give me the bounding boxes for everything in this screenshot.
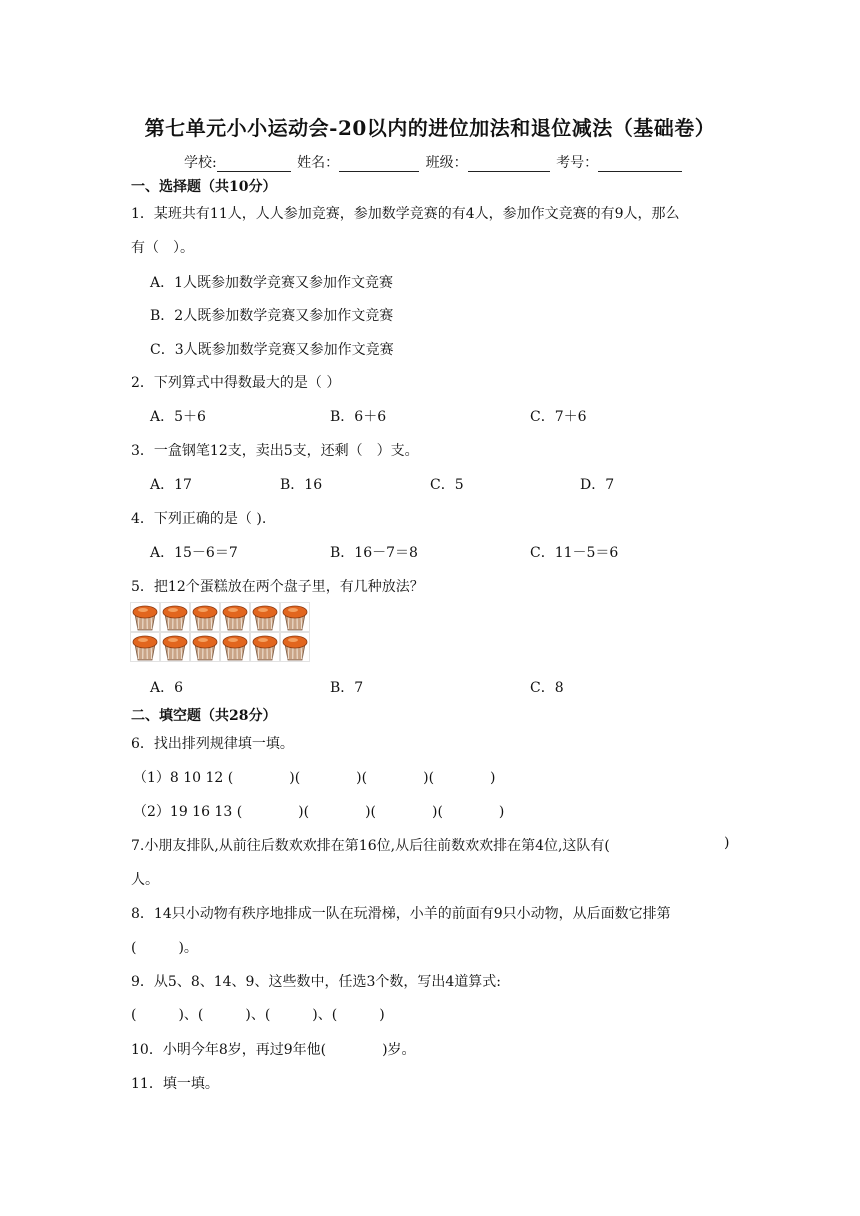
cakes-illustration <box>130 602 310 662</box>
school-field[interactable] <box>217 156 291 172</box>
q4-option-b[interactable]: B．16－7＝8 <box>330 545 418 561</box>
exam-no-field[interactable] <box>598 156 682 172</box>
q3-option-a[interactable]: A．17 <box>150 477 192 493</box>
q5-option-c[interactable]: C．8 <box>530 680 564 696</box>
q7-blank-close[interactable]: ) <box>724 835 730 851</box>
class-field[interactable] <box>468 156 550 172</box>
q1-option-b[interactable]: B．2人既参加数学竞赛又参加作文竞赛 <box>150 308 394 324</box>
cake-icon <box>161 633 190 662</box>
section-1-heading: 一、选择题（共10分） <box>131 179 277 195</box>
q1-text-line2: 有（ ）。 <box>131 240 194 256</box>
q8-text-line1: 8．14只小动物有秩序地排成一队在玩滑梯，小羊的前面有9只小动物，从后面数它排第 <box>131 906 671 922</box>
q2-option-c[interactable]: C．7＋6 <box>530 409 587 425</box>
q9-text: 9．从5、8、14、9、这些数中，任选3个数，写出4道算式: <box>131 974 501 990</box>
q6-part1[interactable]: （1）8 10 12 ( )( )( )( ) <box>133 770 496 786</box>
q11-text: 11．填一填。 <box>131 1076 219 1092</box>
cake-icon <box>251 633 280 662</box>
q9-blanks[interactable]: ( )、( )、( )、( ) <box>131 1007 385 1023</box>
q10-text: 10．小明今年8岁，再过9年他( )岁。 <box>131 1042 416 1058</box>
q5-option-a[interactable]: A．6 <box>150 680 184 696</box>
q2-option-a[interactable]: A．5＋6 <box>150 409 206 425</box>
cake-icon <box>131 603 160 632</box>
q6-part2[interactable]: （2）19 16 13 ( )( )( )( ) <box>133 804 505 820</box>
section-2-heading: 二、填空题（共28分） <box>131 708 277 724</box>
q4-option-c[interactable]: C．11－5＝6 <box>530 545 619 561</box>
cake-icon <box>191 633 220 662</box>
q3-text: 3．一盒钢笔12支，卖出5支，还剩（ ）支。 <box>131 443 419 459</box>
name-label: 姓名： <box>297 155 340 171</box>
q7-text-line1: 7.小朋友排队,从前往后数欢欢排在第16位,从后往前数欢欢排在第4位,这队有( <box>131 838 610 854</box>
cake-icon <box>221 633 250 662</box>
q5-option-b[interactable]: B．7 <box>330 680 364 696</box>
q3-option-b[interactable]: B．16 <box>280 477 323 493</box>
cake-icon <box>281 603 310 632</box>
cake-icon <box>161 603 190 632</box>
cake-icon <box>221 603 250 632</box>
q3-option-c[interactable]: C．5 <box>430 477 464 493</box>
q6-text: 6．找出排列规律填一填。 <box>131 736 294 752</box>
q5-text: 5．把12个蛋糕放在两个盘子里，有几种放法？ <box>131 579 424 595</box>
name-field[interactable] <box>339 156 419 172</box>
q8-blank[interactable]: ( )。 <box>131 940 198 956</box>
q4-option-a[interactable]: A．15－6＝7 <box>150 545 238 561</box>
cake-icon <box>191 603 220 632</box>
q1-text-line1: 1．某班共有11人，人人参加竞赛，参加数学竞赛的有4人，参加作文竞赛的有9人，那么 <box>131 206 680 222</box>
exam-no-label: 考号： <box>556 155 599 171</box>
q4-text: 4．下列正确的是（ ). <box>131 511 267 527</box>
school-label: 学校: <box>184 155 217 171</box>
cake-icon <box>131 633 160 662</box>
q2-option-b[interactable]: B．6＋6 <box>330 409 387 425</box>
q1-option-c[interactable]: C．3人既参加数学竞赛又参加作文竞赛 <box>150 342 394 358</box>
cake-icon <box>281 633 310 662</box>
q7-text-line2: 人。 <box>131 872 159 888</box>
cake-icon <box>251 603 280 632</box>
q3-option-d[interactable]: D．7 <box>580 477 615 493</box>
class-label: 班级： <box>425 155 468 171</box>
q1-option-a[interactable]: A．1人既参加数学竞赛又参加作文竞赛 <box>150 275 394 291</box>
worksheet-title: 第七单元小小运动会-20以内的进位加法和退位减法（基础卷） <box>144 116 716 140</box>
student-info-row <box>184 152 684 172</box>
q2-text: 2．下列算式中得数最大的是（ ） <box>131 375 341 391</box>
